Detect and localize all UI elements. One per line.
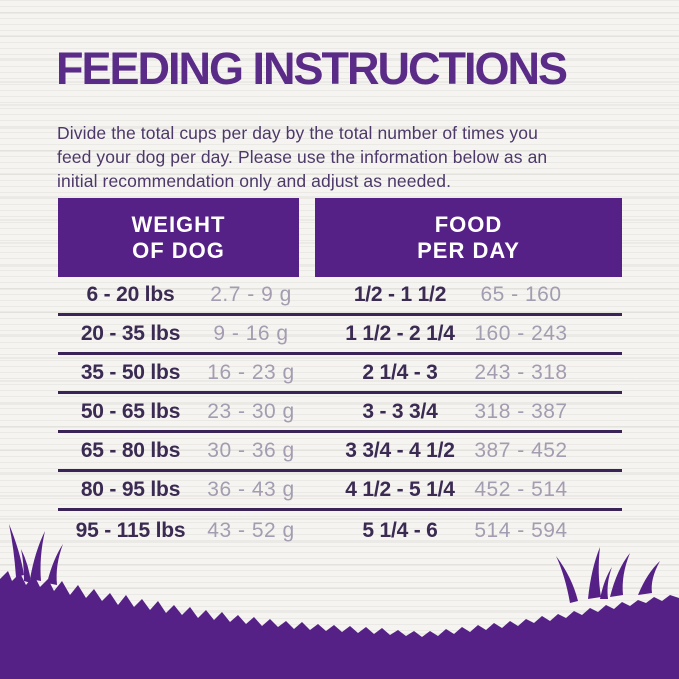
grass-silhouette [0,515,679,679]
column-gap [299,394,340,430]
cups-per-day-cell: 1 1/2 - 2 1/4 [345,322,455,345]
header-food-line-2: PER DAY [417,237,520,263]
column-gap [299,355,340,391]
column-gap [299,277,340,313]
intro-line-2: feed your dog per day. Please use the information below as an [57,147,548,167]
table-row [58,277,622,316]
table-row [58,472,622,511]
page-title: FEEDING INSTRUCTIONS [56,43,567,94]
cups-per-day-cell: 4 1/2 - 5 1/4 [345,478,455,501]
table-row [58,394,622,433]
weight-grams-cell: 30 - 36 g [207,439,295,462]
weight-lbs-cell: 20 - 35 lbs [80,322,181,345]
grams-per-day-cell: 387 - 452 [474,439,568,462]
grams-per-day-cell: 452 - 514 [474,478,568,501]
cups-per-day-cell: 5 1/4 - 6 [362,519,438,542]
weight-lbs-cell: 95 - 115 lbs [75,519,186,542]
weight-grams-cell: 9 - 16 g [213,322,289,345]
weight-lbs-cell: 65 - 80 lbs [80,439,181,462]
grams-per-day-cell: 65 - 160 [480,283,562,306]
table-row [58,355,622,394]
header-food-line-1: FOOD [434,211,503,237]
header-food-per-day [315,198,622,277]
grams-per-day-cell: 318 - 387 [474,400,568,423]
cups-per-day-cell: 3 3/4 - 4 1/2 [345,439,455,462]
weight-lbs-cell: 80 - 95 lbs [80,478,181,501]
table-row [58,316,622,355]
column-gap [299,472,340,508]
cups-per-day-cell: 3 - 3 3/4 [362,400,438,423]
weight-grams-cell: 16 - 23 g [207,361,295,384]
weight-lbs-cell: 50 - 65 lbs [80,400,181,423]
header-weight-of-dog [58,198,299,277]
weight-lbs-cell: 35 - 50 lbs [80,361,181,384]
table-header-row [58,198,622,277]
intro-text [57,121,547,193]
header-weight-line-1: WEIGHT [131,211,226,237]
column-gap [299,316,340,352]
cups-per-day-cell: 2 1/4 - 3 [362,361,438,384]
cups-per-day-cell: 1/2 - 1 1/2 [353,283,447,306]
weight-grams-cell: 2.7 - 9 g [210,283,292,306]
grams-per-day-cell: 514 - 594 [474,519,568,542]
intro-line-1: Divide the total cups per day by the total number of times you [57,123,538,143]
intro-line-3: initial recommendation only and adjust as needed. [57,171,452,191]
column-gap [299,433,340,469]
weight-lbs-cell: 6 - 20 lbs [86,283,175,306]
feeding-table-body [58,277,622,551]
weight-grams-cell: 36 - 43 g [207,478,295,501]
weight-grams-cell: 43 - 52 g [207,519,295,542]
grams-per-day-cell: 160 - 243 [474,322,568,345]
table-row [58,433,622,472]
weight-grams-cell: 23 - 30 g [207,400,295,423]
grams-per-day-cell: 243 - 318 [474,361,568,384]
header-weight-line-2: OF DOG [132,237,225,263]
